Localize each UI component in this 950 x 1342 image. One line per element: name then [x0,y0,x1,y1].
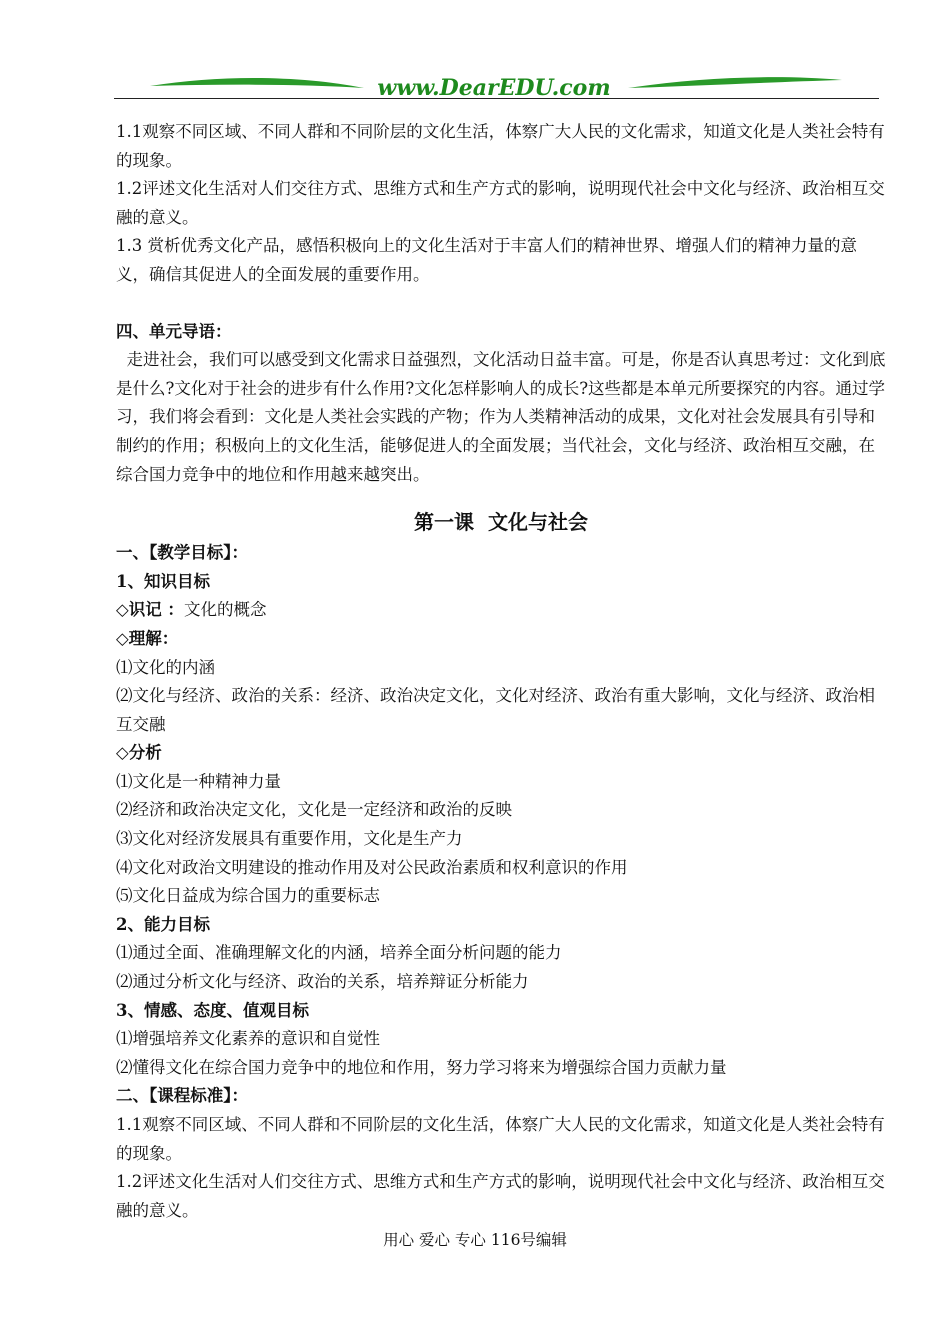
standard-item: 1.3 赏析优秀文化产品，感悟积极向上的文化生活对于丰富人们的精神世界、增强人们的精神力量的意义，确信其促进人的全面发展的重要作用。 [116,236,857,284]
list-item: ⑴文化的内涵 [116,657,215,677]
list-item: ⑵文化与经济、政治的关系：经济、政治决定文化，文化对经济、政治有重大影响，文化与经济、政治相互交融 [116,686,875,734]
subsection-heading: 1、知识目标 [116,571,210,591]
memorize-line [116,596,886,625]
site-header-logo [114,72,879,104]
list-item: ⑴通过全面、准确理解文化的内涵，培养全面分析问题的能力 [116,943,562,963]
subsection-heading: 3、情感、态度、值观目标 [116,1000,309,1020]
list-item: ⑵懂得文化在综合国力竞争中的地位和作用，努力学习将来为增强综合国力贡献力量 [116,1057,727,1077]
standard-item: 1.1观察不同区域、不同人群和不同阶层的文化生活，体察广大人民的文化需求，知道文化是人类社会特有的现象。 [116,1115,885,1163]
list-item: ⑷文化对政治文明建设的推动作用及对公民政治素质和权利意识的作用 [116,857,628,877]
standard-item: 1.2评述文化生活对人们交往方式、思维方式和生产方式的影响，说明现代社会中文化与经济、政治相互交融的意义。 [116,1172,885,1220]
analyze-label: ◇分析 [116,743,162,763]
list-item: ⑵通过分析文化与经济、政治的关系，培养辩证分析能力 [116,972,529,992]
document-body [116,118,886,1225]
memorize-text: 文化的概念 [183,600,267,620]
list-item: ⑸文化日益成为综合国力的重要标志 [116,886,380,906]
lesson-title: 第一课 文化与社会 [414,510,588,535]
logo-text: www.DearEDU.com [377,75,611,101]
subsection-heading: 2、能力目标 [116,914,210,934]
understand-label: ◇理解： [116,628,179,648]
section-heading: 四、单元导语： [116,321,232,341]
section-heading: 一、【教学目标】： [116,543,248,563]
section-heading: 二、【课程标准】： [116,1086,248,1106]
standard-item: 1.2评述文化生活对人们交往方式、思维方式和生产方式的影响，说明现代社会中文化与经济、政治相互交融的意义。 [116,179,885,227]
standard-item: 1.1观察不同区域、不同人群和不同阶层的文化生活，体察广大人民的文化需求，知道文化是人类社会特有的现象。 [116,122,885,170]
unit-intro-paragraph: 走进社会，我们可以感受到文化需求日益强烈，文化活动日益丰富。可是，你是否认真思考过：文化到底是什么?文化对于社会的进步有什么作用?文化怎样影响人的成长?这些都是本单元所要探究的内容。通过学习，我们将会看到：文化是人类社会实践的产物；作为人类精神活动的成果，文化对社会发展具有引导和制约的作用；积极向上的文化生活，能够促进人的全面发展；当代社会，文化与经济、政治相互交融，在综合国力竞争中的地位和作用越来越突出。 [116,350,886,484]
logo-swoosh-icon [114,72,879,104]
list-item: ⑶文化对经济发展具有重要作用，文化是生产力 [116,829,463,849]
list-item: ⑴文化是一种精神力量 [116,771,281,791]
page-footer: 用心 爱心 专心 116号编辑 [383,1231,567,1249]
header-rule [114,98,879,99]
memorize-label: ◇识记 ： [116,600,184,620]
list-item: ⑵经济和政治决定文化，文化是一定经济和政治的反映 [116,800,512,820]
list-item: ⑴增强培养文化素养的意识和自觉性 [116,1029,380,1049]
